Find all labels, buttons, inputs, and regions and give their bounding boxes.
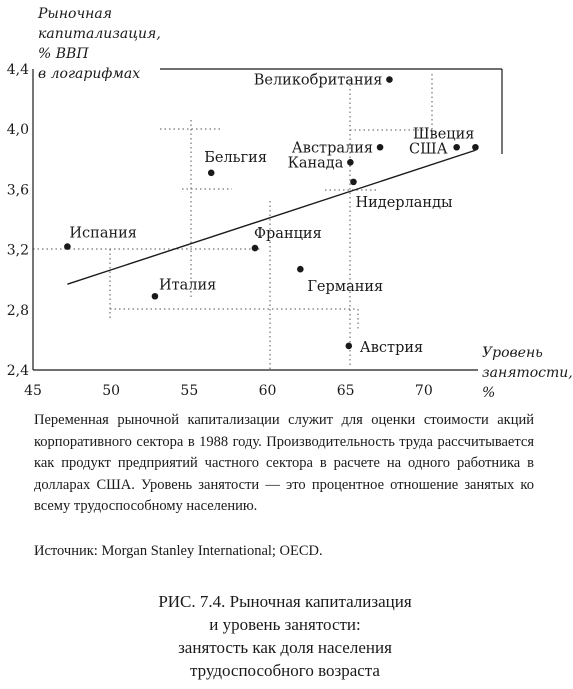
source-note: Источник: Morgan Stanley International; OECD. [34, 543, 323, 559]
point-label: Италия [158, 277, 217, 294]
y-axis-label-line: Рыночная [38, 6, 113, 22]
data-point [350, 179, 357, 186]
x-axis-label-line: Уровень [482, 345, 543, 361]
data-points [64, 73, 479, 356]
data-point [252, 245, 259, 252]
data-point [347, 159, 354, 166]
y-tick-label: 2,8 [6, 302, 29, 319]
x-axis-label [482, 343, 573, 403]
point-label: Франция [253, 226, 322, 243]
dotted-guide-lines [33, 74, 432, 370]
point-label: Германия [307, 279, 384, 296]
point-label: США [409, 141, 448, 158]
data-point [453, 144, 460, 151]
point-label: Швеция [412, 126, 475, 143]
point-label: Австралия [291, 140, 374, 157]
caption-text: Переменная рыночной капитализации служит для оценки стоимости акций корпоративного сектора в 1988 году. Производительность труда рассчитывается как продукт предприятий частного сектора в расчете на одного работника в долларах США. Уровень занятости — это процентное отношение занятых ко всему трудоспособному населению. [34, 412, 534, 514]
y-tick-label: 3,6 [6, 182, 29, 199]
x-tick-label: 50 [102, 383, 121, 399]
trend-line [67, 150, 475, 284]
y-axis-label-line: в логарифмах [38, 66, 141, 82]
x-tick-label: 70 [414, 383, 433, 399]
x-tick-label: 45 [24, 383, 42, 399]
figure-caption [34, 410, 534, 518]
y-axis-label-line: капитализация, [38, 26, 161, 42]
y-tick-label: 3,2 [6, 242, 29, 259]
y-tick-label: 4,0 [6, 122, 29, 139]
data-point [345, 343, 352, 350]
x-tick-label: 65 [336, 383, 355, 399]
data-point [386, 76, 393, 83]
data-point [208, 170, 215, 177]
figure-title [60, 590, 510, 682]
figure-title-line: занятость как доля населения [178, 638, 392, 657]
y-tick-label: 4,4 [6, 62, 29, 78]
point-label: Великобритания [253, 72, 383, 89]
figure-title-line: и уровень занятости: [209, 615, 361, 634]
point-label: Канада [287, 155, 344, 172]
x-axis-label-line: % [482, 385, 496, 401]
y-axis-label [38, 4, 161, 84]
axes [33, 69, 502, 370]
y-tick-label: 2,4 [6, 363, 29, 379]
data-point [64, 243, 71, 250]
point-label: Испания [69, 225, 137, 242]
x-tick-label: 55 [180, 383, 199, 399]
x-axis-label-line: занятости, [482, 365, 573, 381]
data-point [152, 293, 159, 300]
figure-title-line: трудоспособного возраста [190, 661, 380, 680]
data-point [472, 144, 479, 151]
y-axis-label-line: % ВВП [38, 46, 89, 62]
point-label: Австрия [359, 339, 424, 356]
point-label: Нидерланды [355, 194, 453, 211]
x-tick-label: 60 [258, 383, 277, 399]
data-point [377, 144, 384, 151]
data-point [297, 266, 304, 273]
point-label: Бельгия [204, 149, 267, 166]
figure-title-line: РИС. 7.4. Рыночная капитализация [158, 592, 412, 611]
